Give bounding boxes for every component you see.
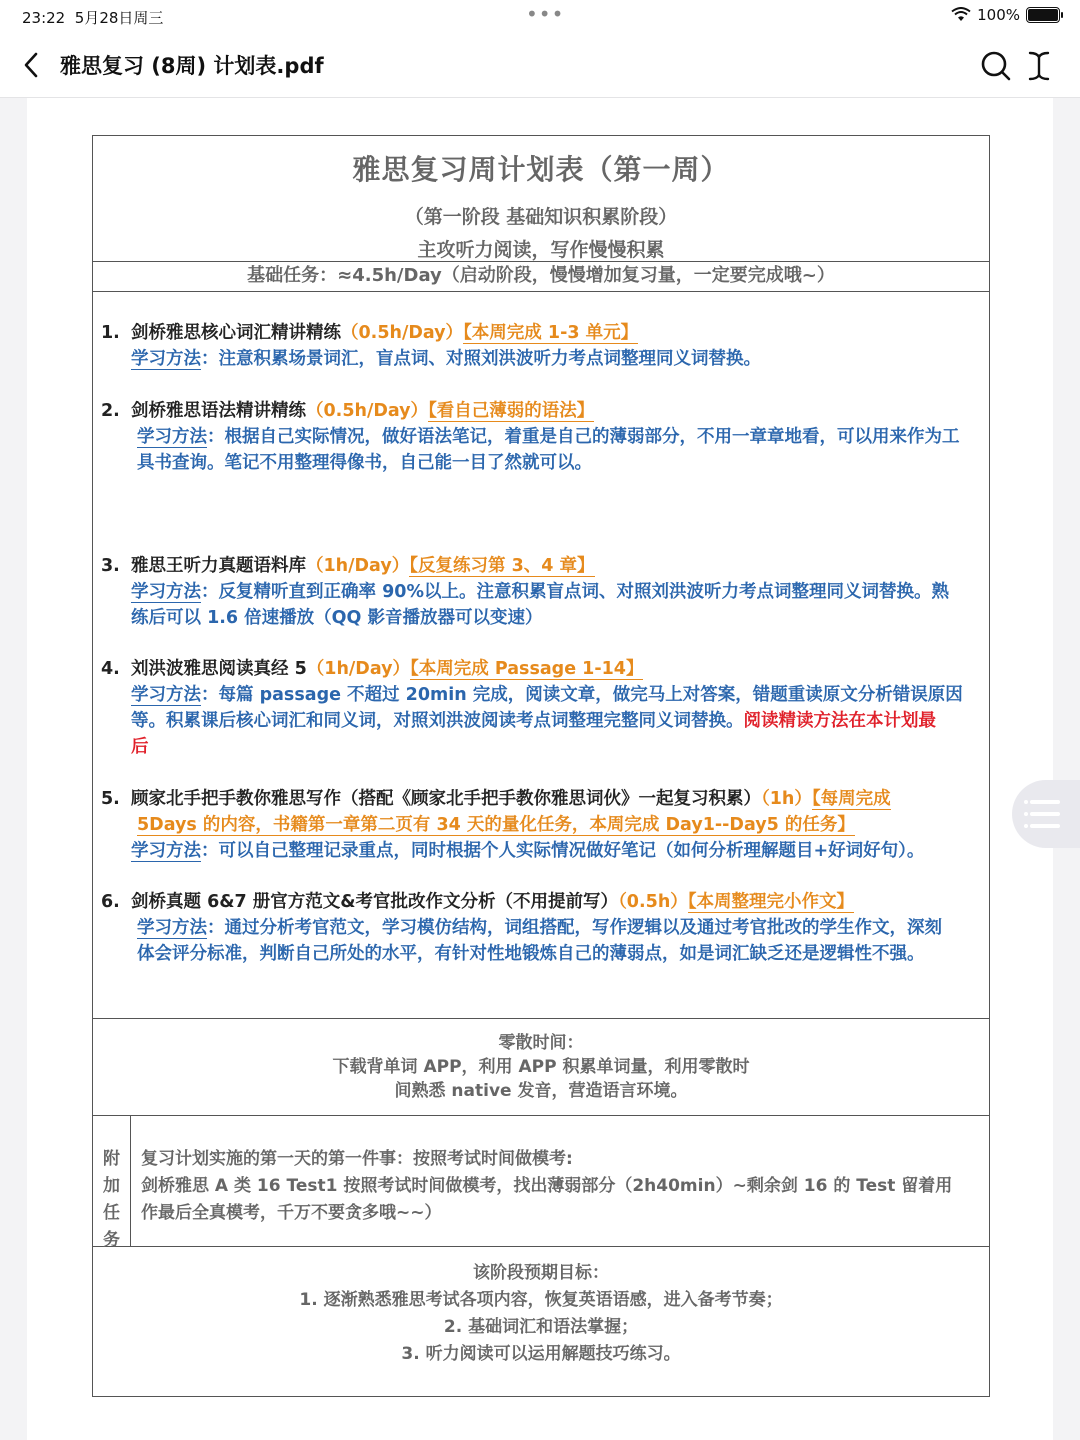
task-list — [93, 292, 989, 1019]
status-time: 23:22 5月28日周三 — [22, 9, 164, 27]
task-item-1 — [101, 320, 981, 372]
task-item-3 — [101, 553, 981, 631]
goal-item: 3. 听力阅读可以运用解题技巧练习。 — [401, 1344, 681, 1364]
task-name: 雅思王听力真题语料库 — [131, 556, 306, 576]
nav-bar — [0, 34, 1080, 98]
wifi-icon — [951, 7, 971, 23]
goal-row — [93, 1247, 989, 1397]
task-time: （0.5h/Day） — [341, 323, 464, 343]
method-text: ：可以自己整理记录重点，同时根据个人实际情况做好笔记（如何分析理解题目+好词好句）。 — [201, 841, 925, 861]
task-target: 【每周完成 — [811, 789, 891, 809]
method-text: 练后可以 1.6 倍速播放（QQ 影音播放器可以变速） — [131, 608, 543, 628]
table-header — [93, 136, 989, 262]
task-number: 3. — [101, 556, 120, 576]
task-item-4 — [101, 656, 981, 760]
focus-subtitle: 主攻听力阅读，写作慢慢积累 — [417, 239, 665, 261]
document-title: 雅思复习 (8周) 计划表.pdf — [60, 54, 324, 78]
task-target: 【本周完成 Passage 1-14】 — [410, 659, 644, 679]
task-time: （0.5h/Day） — [306, 401, 429, 421]
task-name: 剑桥真题 6&7 册官方范文&考官批改作文分析（不用提前写） — [131, 892, 619, 912]
status-bar — [0, 0, 1080, 34]
goal-item: 1. 逐渐熟悉雅思考试各项内容，恢复英语语感，进入备考节奏； — [299, 1290, 783, 1310]
extra-task-line: 复习计划实施的第一天的第一件事：按照考试时间做模考: — [141, 1149, 573, 1169]
outline-toggle-button[interactable] — [1012, 780, 1080, 848]
task-item-6 — [101, 889, 981, 967]
battery-icon — [1026, 7, 1060, 23]
task-time: （1h/Day） — [306, 556, 410, 576]
battery-percent: 100% — [977, 6, 1020, 24]
red-note: 阅读精读方法在本计划最 — [743, 711, 936, 731]
task-name: 剑桥雅思语法精讲精练 — [131, 401, 306, 421]
method-text: ：注意积累场景词汇，盲点词、对照刘洪波听力考点词整理同义词替换。 — [201, 349, 761, 369]
task-time: （1h/Day） — [306, 659, 411, 679]
page-title: 雅思复习周计划表（第一周） — [352, 153, 730, 186]
task-target: 【看自己薄弱的语法】 — [428, 401, 595, 421]
task-number: 5. — [101, 789, 120, 809]
task-item-5 — [101, 786, 981, 864]
goal-item: 2. 基础词汇和语法掌握； — [443, 1317, 639, 1337]
method-label: 学习方法 — [131, 841, 201, 861]
task-name: 顾家北手把手教你雅思写作（搭配《顾家北手把手教你雅思词伙》一起复习积累） — [131, 789, 761, 809]
task-number: 4. — [101, 659, 120, 679]
task-name: 剑桥雅思核心词汇精讲精练 — [131, 323, 341, 343]
task-time: （0.5h） — [618, 892, 688, 912]
method-label: 学习方法 — [131, 349, 201, 369]
task-target: 【本周完成 1-3 单元】 — [463, 323, 639, 343]
extra-task-line: 剑桥雅思 A 类 16 Test1 按照考试时间做模考，找出薄弱部分（2h40min）~剩余剑 16 的 Test 留着用 — [141, 1176, 953, 1196]
pdf-page[interactable] — [27, 98, 1053, 1440]
task-time: （1h） — [761, 789, 812, 809]
spare-time-title: 零散时间： — [498, 1033, 584, 1053]
method-text: ：根据自己实际情况，做好语法笔记，着重是自己的薄弱部分，不用一章章地看，可以用来作为工 — [207, 427, 960, 447]
spare-time-row — [93, 1019, 989, 1116]
stage-subtitle: （第一阶段 基础知识积累阶段） — [404, 206, 678, 228]
spare-time-line: 下载背单词 APP，利用 APP 积累单词量，利用零散时 — [332, 1057, 750, 1077]
method-label: 学习方法 — [131, 685, 201, 705]
method-text: 等。积累课后核心词汇和同义词，对照刘洪波阅读考点词整理完整同义词替换。 — [131, 711, 744, 731]
multitask-dots[interactable]: ••• — [526, 2, 565, 26]
extra-task-line: 作最后全真模考，千万不要贪多哦~~） — [141, 1203, 442, 1223]
status-right — [951, 6, 1060, 24]
method-text: ：反复精听直到正确率 90%以上。注意积累盲点词、对照刘洪波听力考点词整理同义词替换。熟 — [201, 582, 949, 602]
method-text: ：每篇 passage 不超过 20min 完成，阅读文章，做完马上对答案，错题重读原文分析错误原因 — [201, 685, 963, 705]
goal-title: 该阶段预期目标： — [473, 1263, 609, 1283]
task-target: 【反复练习第 3、4 章】 — [409, 556, 595, 576]
task-number: 1. — [101, 323, 120, 343]
method-text: ：通过分析考官范文，学习模仿结构，词组搭配，写作逻辑以及通过考官批改的学生作文，深刻 — [207, 918, 942, 938]
method-label: 学习方法 — [131, 582, 201, 602]
task-target: 【本周整理完小作文】 — [687, 892, 855, 912]
basic-task-row: 基础任务：≈4.5h/Day（启动阶段，慢慢增加复习量，一定要完成哦~） — [93, 262, 989, 292]
text-cursor-icon[interactable] — [1025, 50, 1053, 82]
task-name: 刘洪波雅思阅读真经 5 — [131, 659, 307, 679]
search-icon[interactable] — [980, 50, 1012, 82]
spare-time-line: 间熟悉 native 发音，营造语言环境。 — [394, 1081, 688, 1101]
extra-task-label: 附 加 任 务 — [93, 1116, 131, 1246]
method-text: 体会评分标准，判断自己所处的水平，有针对性地锻炼自己的薄弱点，如是词汇缺乏还是逻辑性不强。 — [137, 944, 925, 964]
extra-task-content — [141, 1146, 981, 1227]
plan-table — [92, 135, 990, 1397]
red-note: 后 — [131, 737, 149, 757]
task-item-2 — [101, 398, 981, 476]
method-label: 学习方法 — [137, 918, 207, 938]
task-target: 5Days 的内容，书籍第一章第二页有 34 天的量化任务，本周完成 Day1--Day5 的任务】 — [137, 815, 855, 835]
method-label: 学习方法 — [137, 427, 207, 447]
task-number: 6. — [101, 892, 120, 912]
task-number: 2. — [101, 401, 120, 421]
back-chevron-icon[interactable] — [18, 48, 46, 82]
method-text: 具书查询。笔记不用整理得像书，自己能一目了然就可以。 — [137, 453, 592, 473]
extra-task-row — [93, 1116, 989, 1250]
